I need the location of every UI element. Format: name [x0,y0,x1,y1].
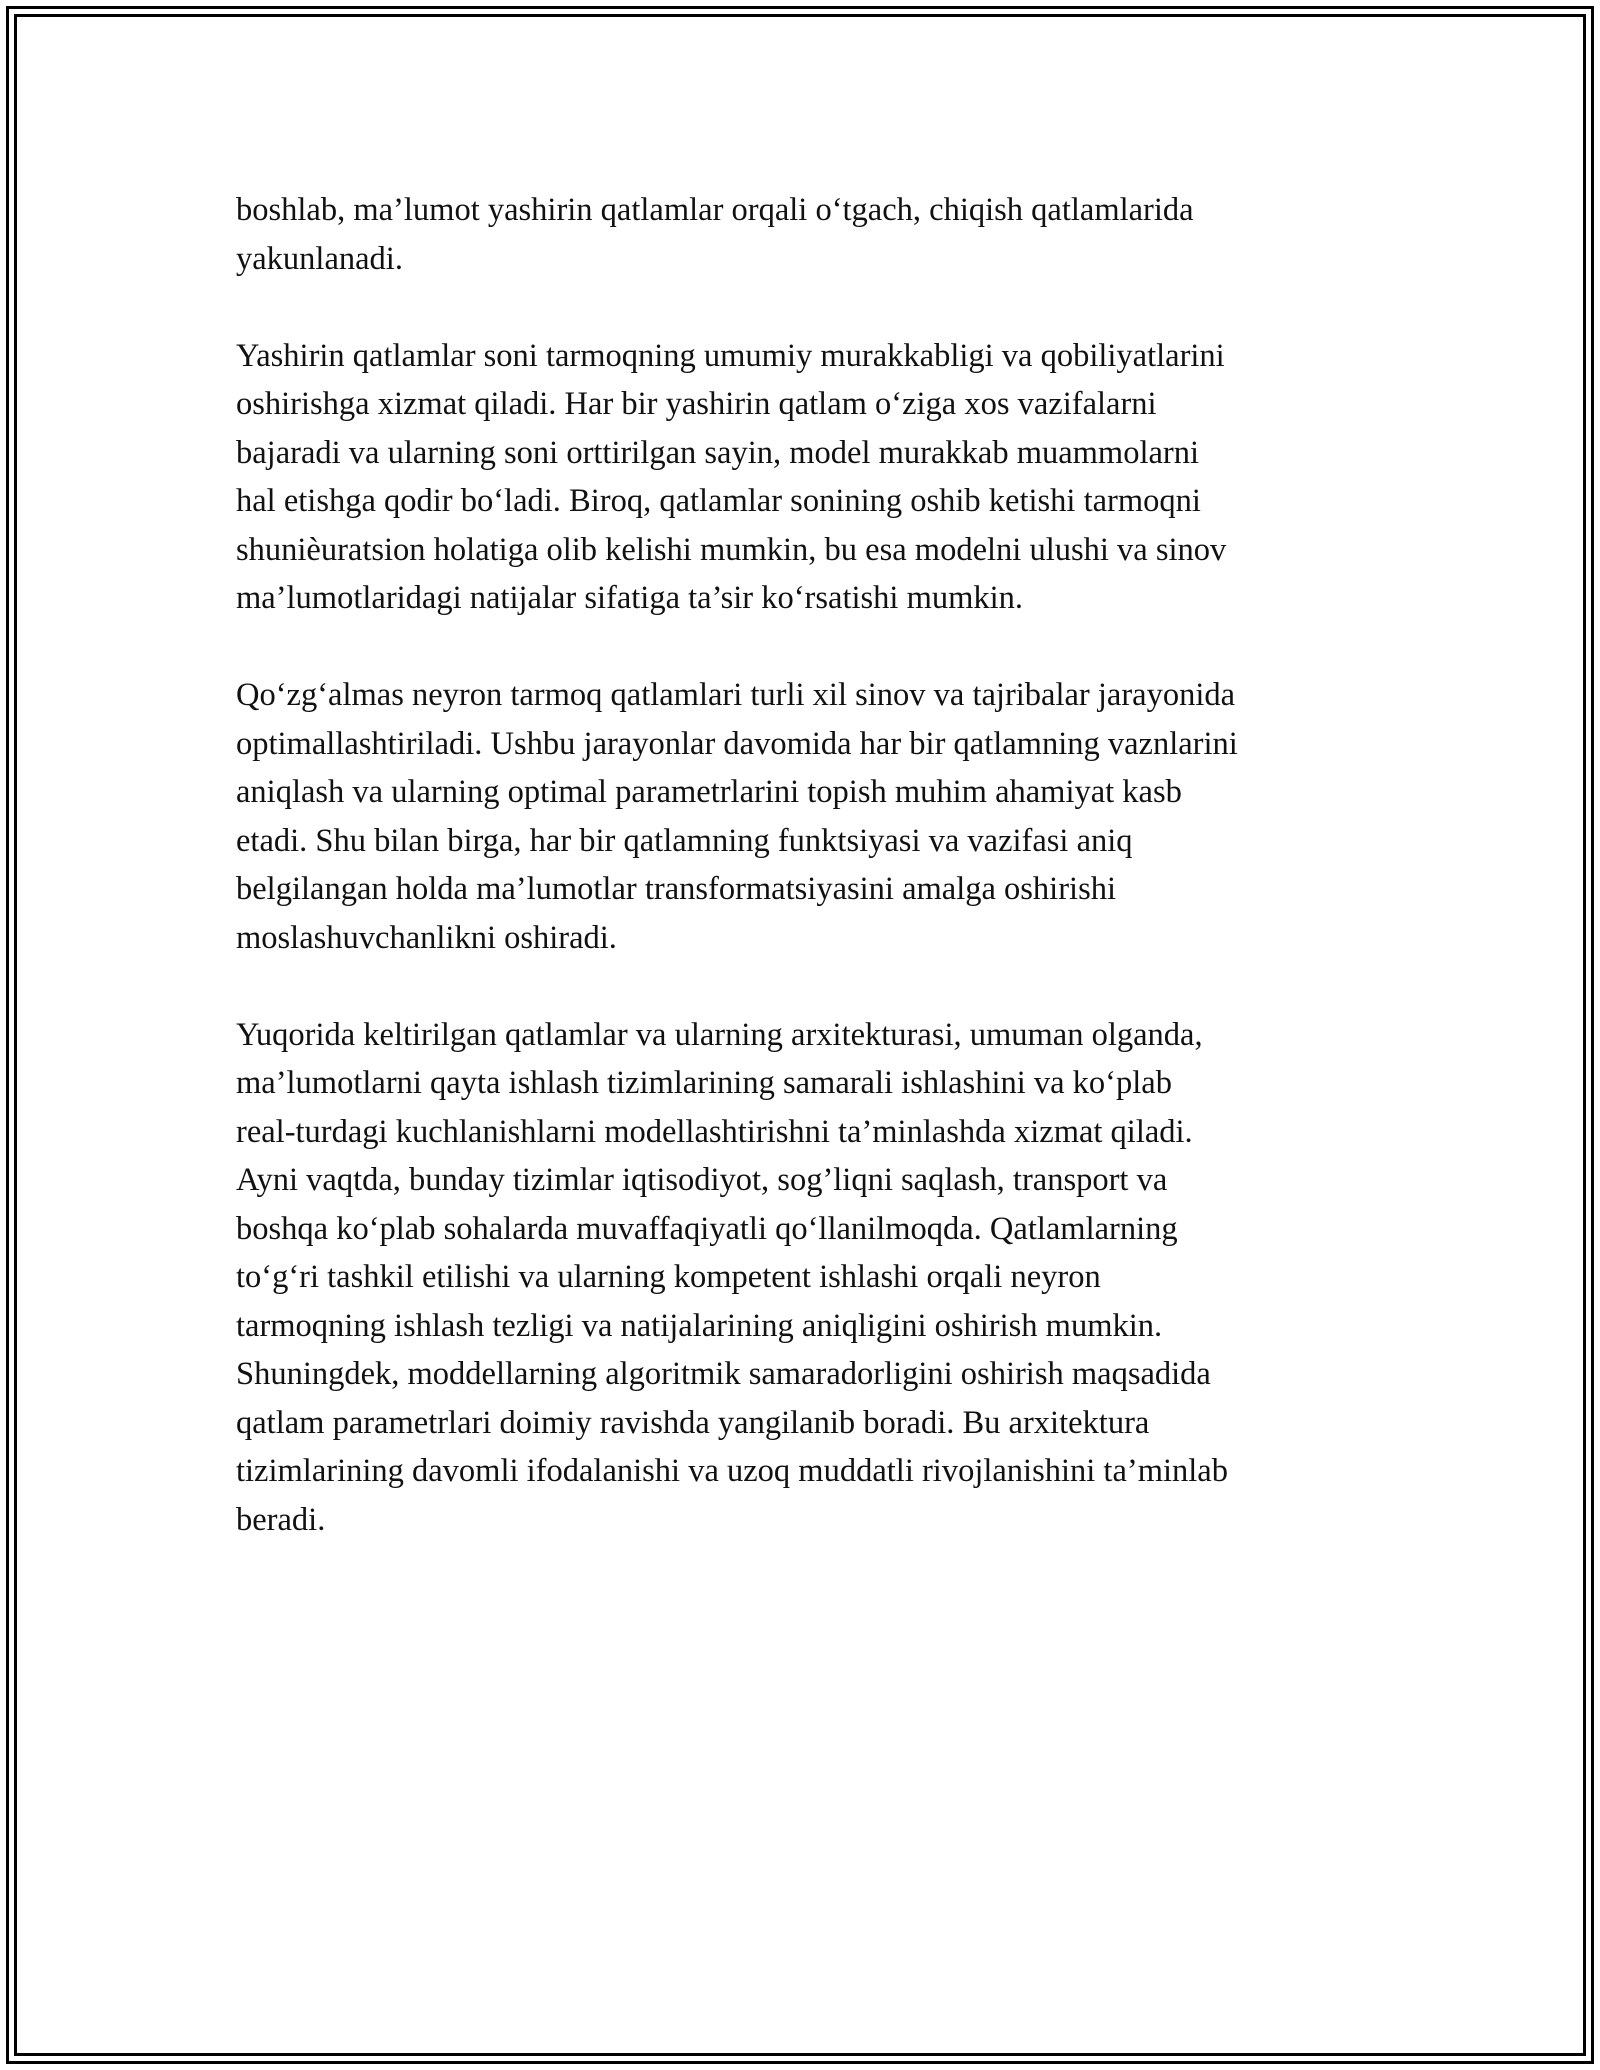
paragraph-4: Yuqorida keltirilgan qatlamlar va ularning arxitekturasi, umuman olganda, ma’lumotlarni qayta ishlash tizimlarining samarali ishlashini va ko‘plab real-turdagi kuchlanishlarni modellashtirishni ta’minlashda xizmat qiladi. Ayni vaqtda, bunday tizimlar iqtisodiyot, sog’liqni saqlash, transport va boshqa ko‘plab sohalarda muvaffaqiyatli qo‘llanilmoqda. Qatlamlarning to‘g‘ri tashkil etilishi va ularning kompetent ishlashi orqali neyron tarmoqning ishlash tezligi va natijalarining aniqligini oshirish mumkin. Shuningdek, moddellarning algoritmik samaradorligini oshirish maqsadida qatlam parametrlari doimiy ravishda yangilanib boradi. Bu arxitektura tizimlarining davomli ifodalanishi va uzoq muddatli rivojlanishini ta’minlab beradi. [236,1016,1228,1538]
paragraph-2: Yashirin qatlamlar soni tarmoqning umumiy murakkabligi va qobiliyatlarini oshirishga xizmat qiladi. Har bir yashirin qatlam o‘ziga xos vazifalarni bajaradi va ularning soni orttirilgan sayin, model murakkab muammolarni hal etishga qodir bo‘ladi. Biroq, qatlamlar sonining oshib ketishi tarmoqni shunièuratsion holatiga olib kelishi mumkin, bu esa modelni ulushi va sinov ma’lumotlaridagi natijalar sifatiga ta’sir ko‘rsatishi mumkin. [236,337,1227,616]
document-body [236,186,1386,1593]
paragraph-1: boshlab, ma’lumot yashirin qatlamlar orqali o‘tgach, chiqish qatlamlarida yakunlanadi. [236,192,1194,277]
paragraph-3: Qo‘zg‘almas neyron tarmoq qatlamlari turli xil sinov va tajribalar jarayonida optimallashtiriladi. Ushbu jarayonlar davomida har bir qatlamning vaznlarini aniqlash va ularning optimal parametrlarini topish muhim ahamiyat kasb etadi. Shu bilan birga, har bir qatlamning funktsiyasi va vazifasi aniq belgilangan holda ma’lumotlar transformatsiyasini amalga oshirishi moslashuvchanlikni oshiradi. [236,677,1238,956]
